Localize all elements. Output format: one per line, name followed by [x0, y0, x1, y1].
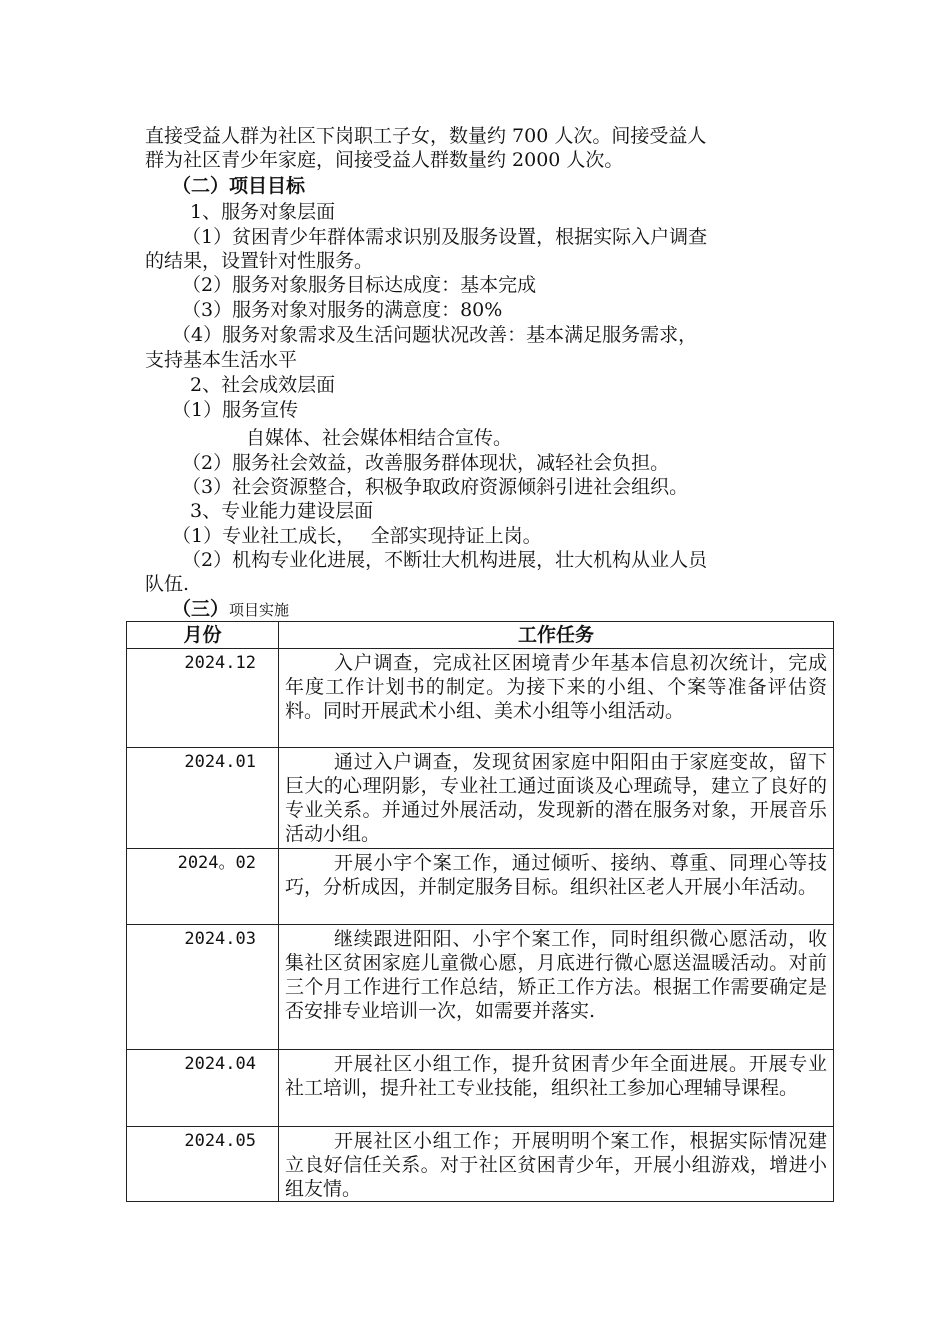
table-row: [127, 748, 834, 849]
month-cell: 2024.05: [127, 1127, 279, 1202]
section3-label: 项目实施: [229, 601, 290, 619]
header-task: 工作任务: [279, 622, 834, 649]
table-row: [127, 849, 834, 925]
table-header-row: [127, 622, 834, 649]
level1-title: 1、服务对象层面: [190, 201, 336, 223]
month-cell: 2024.04: [127, 1050, 279, 1127]
level1-item-1a: （1）贫困青少年群体需求识别及服务设置，根据实际入户调查: [182, 226, 708, 248]
task-cell: 开展社区小组工作，提升贫困青少年全面进展。开展专业社工培训，提升社工专业技能，组织社工参加心理辅导课程。: [279, 1050, 834, 1127]
level1-item-4a: （4）服务对象需求及生活问题状况改善：基本满足服务需求，: [172, 324, 698, 346]
task-cell: 通过入户调查，发现贫困家庭中阳阳由于家庭变故，留下巨大的心理阴影，专业社工通过面谈及心理疏导，建立了良好的专业关系。并通过外展活动，发现新的潜在服务对象，开展音乐活动小组。: [279, 748, 834, 849]
task-cell: 继续跟进阳阳、小宇个案工作，同时组织微心愿活动，收集社区贫困家庭儿童微心愿，月底进行微心愿送温暖活动。对前三个月工作进行工作总结，矫正工作方法。根据工作需要确定是否安排专业培训一次，如需要并落实.: [279, 925, 834, 1050]
table-row: [127, 925, 834, 1050]
level2-item-1: （1）服务宣传: [172, 399, 299, 421]
level3-item-2a: （2）机构专业化进展，不断壮大机构进展，壮大机构从业人员: [182, 549, 708, 571]
table-row: [127, 1127, 834, 1202]
month-cell: 2024。02: [127, 849, 279, 925]
section2-heading: （二）项目目标: [172, 175, 306, 197]
level2-item-3: （3）社会资源整合，积极争取政府资源倾斜引进社会组织。: [182, 476, 689, 498]
task-cell: 开展社区小组工作；开展明明个案工作，根据实际情况建立良好信任关系。对于社区贫困青少年，开展小组游戏，增进小组友情。: [279, 1127, 834, 1202]
level2-item-2: （2）服务社会效益，改善服务群体现状，减轻社会负担。: [182, 452, 670, 474]
level1-item-1b: 的结果，设置针对性服务。: [145, 250, 374, 272]
level1-item-3: （3）服务对象对服务的满意度：80%: [182, 299, 503, 321]
section3-number: （三）: [172, 598, 230, 620]
task-cell: 开展小宇个案工作，通过倾听、接纳、尊重、同理心等技巧，分析成因，并制定服务目标。组织社区老人开展小年活动。: [279, 849, 834, 925]
table-row: [127, 1050, 834, 1127]
task-cell: 入户调查，完成社区困境青少年基本信息初次统计，完成年度工作计划书的制定。为接下来的小组、个案等准备评估资料。同时开展武术小组、美术小组等小组活动。: [279, 649, 834, 748]
level2-title: 2、社会成效层面: [190, 374, 336, 396]
level1-item-4b: 支持基本生活水平: [145, 349, 298, 371]
month-cell: 2024.01: [127, 748, 279, 849]
level3-item-1: （1）专业社工成长， 全部实现持证上岗。: [172, 525, 542, 547]
section3-heading: [172, 597, 862, 622]
month-cell: 2024.03: [127, 925, 279, 1050]
intro-line-1: 直接受益人群为社区下岗职工子女，数量约 700 人次。间接受益人: [145, 125, 707, 147]
level3-item-2b: 队伍.: [145, 573, 190, 595]
level1-item-2: （2）服务对象服务目标达成度：基本完成: [182, 274, 537, 296]
intro-line-2: 群为社区青少年家庭，间接受益人群数量约 2000 人次。: [145, 149, 624, 171]
table-row: [127, 649, 834, 748]
schedule-table: [126, 621, 834, 1202]
level2-item-1-detail: 自媒体、社会媒体相结合宣传。: [246, 427, 513, 449]
header-month: 月份: [127, 622, 279, 649]
month-cell: 2024.12: [127, 649, 279, 748]
level3-title: 3、专业能力建设层面: [190, 500, 374, 522]
